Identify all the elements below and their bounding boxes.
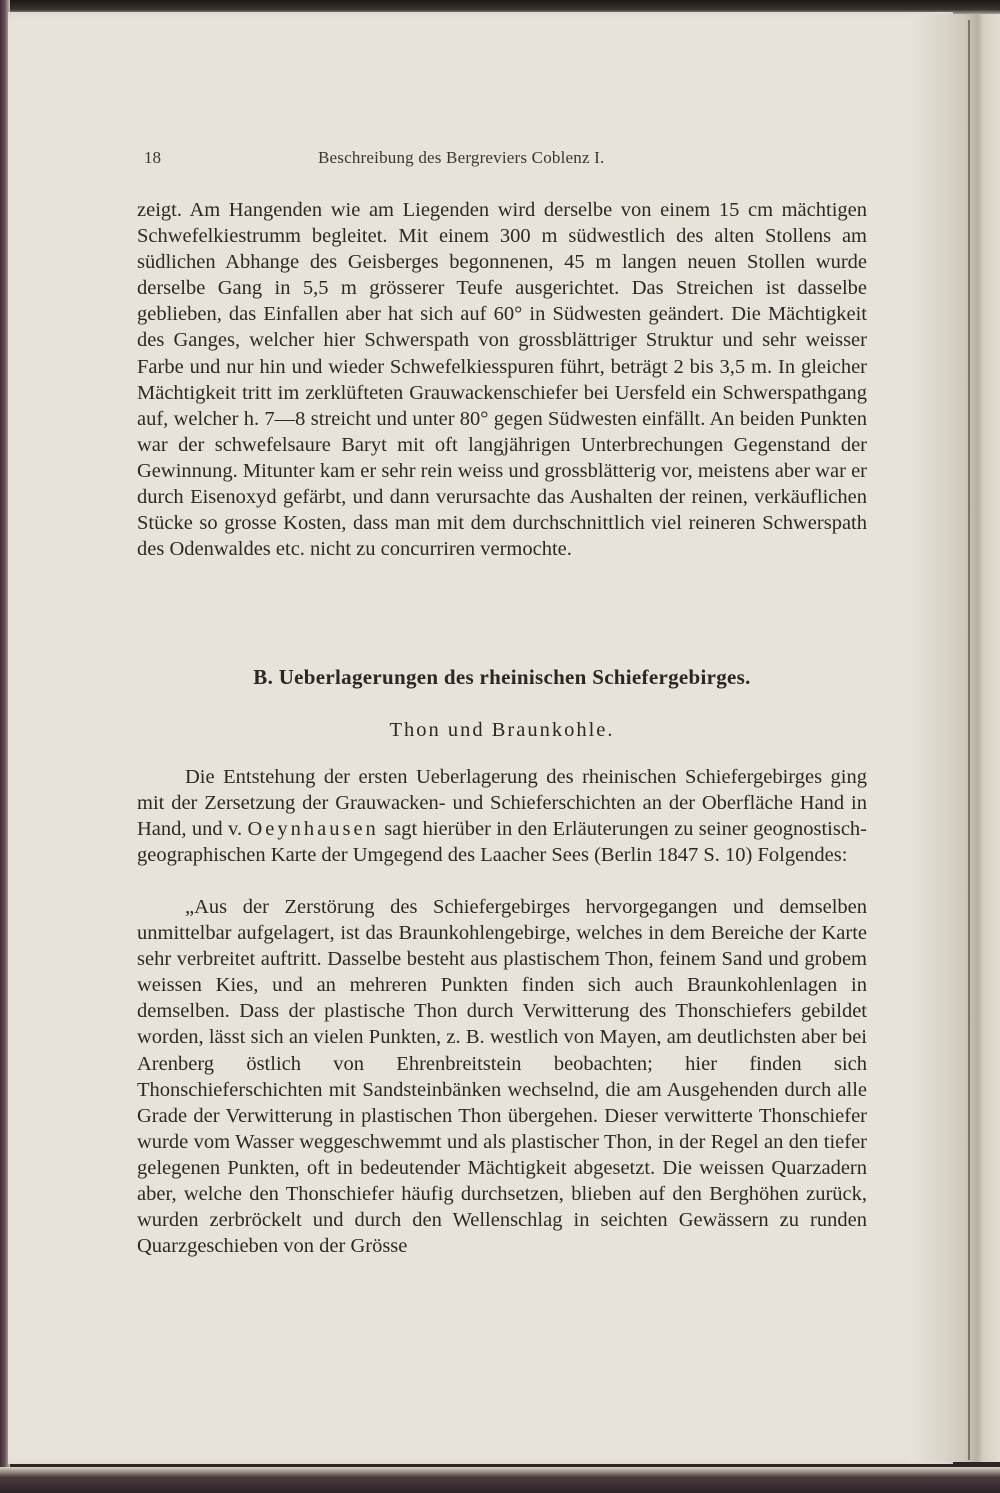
author-name: Oeynhausen <box>247 818 379 841</box>
book-bottom-edge <box>0 1467 1000 1493</box>
book-gutter <box>910 14 1000 1462</box>
paragraph-2-text-end: sagt hierüber in den Erläuterungen zu seiner geognostisch-geographischen Karte der Umgegend des Laacher Sees (Berlin 1847 S. 10) Folgendes: <box>137 818 867 867</box>
running-head <box>144 148 664 174</box>
paragraph-3-quote: „Aus der Zerstörung des Schiefergebirges hervorgegangen und demselben unmittelbar aufgelagert, ist das Braunkohlengebirge, welches in dem Bereiche der Karte sehr verbreitet auftritt. Dasselbe besteht aus plastischem Thon, feinem Sand und grobem weissen Kies, und an mehreren Punkten finden sich auch Braunkohlenlagen in demselben. Dass der plastische Thon durch Verwitterung des Thonschiefers gebildet worden, lässt sich an vielen Punkten, z. B. westlich von Mayen, am deutlichsten aber bei Arenberg östlich von Ehrenbreitstein beobachten; hier finden sich Thonschieferschichten mit Sandsteinbänken wechselnd, die am Ausgehenden durch alle Grade der Verwitterung in plastischen Thon übergehen. Dieser verwitterte Thonschiefer wurde vom Wasser weggeschwemmt und als plastischer Thon, in der Regel an den tiefer gelegenen Punkten, oft in bedeutender Mächtigkeit abgesetzt. Die weissen Quarzadern aber, welche den Thonschiefer häufig durchsetzen, blieben auf den Berghöhen zurück, wurden zerbröckelt und durch den Wellenschlag in seichten Gewässern zu runden Quarzgeschieben von der Grösse <box>137 896 867 1258</box>
header-title: Beschreibung des Bergreviers Coblenz I. <box>318 148 605 167</box>
section-heading: B. Ueberlagerungen des rheinischen Schiefergebirges. <box>253 665 751 689</box>
paragraph-2-text-start: Die Entstehung der ersten Ueberlagerung des rheinischen Schiefergebirges ging mit der Zersetzung der Grauwacken- und Schieferschichten an der Oberfläche Hand in Hand, und v. <box>137 766 867 841</box>
page-number: 18 <box>144 148 161 167</box>
paragraph-1: zeigt. Am Hangenden wie am Liegenden wird derselbe von einem 15 cm mächtigen Schwefelkiestrumm begleitet. Mit einem 300 m südwestlich des alten Stollens am südlichen Abhange des Geisberges begonnenen, 45 m langen neuen Stollen wurde derselbe Gang in 5,5 m grösserer Teufe ausgerichtet. Das Streichen ist dasselbe geblieben, das Einfallen aber hat sich auf 60° in Südwesten geändert. Die Mächtigkeit des Ganges, welcher hier Schwerspath von grossblättriger Struktur und sehr weisser Farbe und nur hin und wieder Schwefelkiesspuren führt, beträgt 2 bis 3,5 m. In gleicher Mächtigkeit tritt im zerklüfteten Grauwackenschiefer bei Uersfeld ein Schwerspathgang auf, welcher h. 7—8 streicht und unter 80° gegen Südwesten einfällt. An beiden Punkten war der schwefelsaure Baryt mit oft langjährigen Unterbrechungen Gegenstand der Gewinnung. Mitunter kam er sehr rein weiss und grossblätterig vor, meistens aber war er durch Eisenoxyd gefärbt, und dann verursachte das Aushalten der reinen, verkäuflichen Stücke so grosse Kosten, dass man mit dem durchschnittlich viel reineren Schwerspath des Odenwaldes etc. nicht zu concurriren vermochte. <box>137 199 867 561</box>
subheading: Thon und Braunkohle. <box>389 719 615 741</box>
gutter-binding-line <box>968 20 970 1460</box>
paragraph-2 <box>137 764 867 868</box>
